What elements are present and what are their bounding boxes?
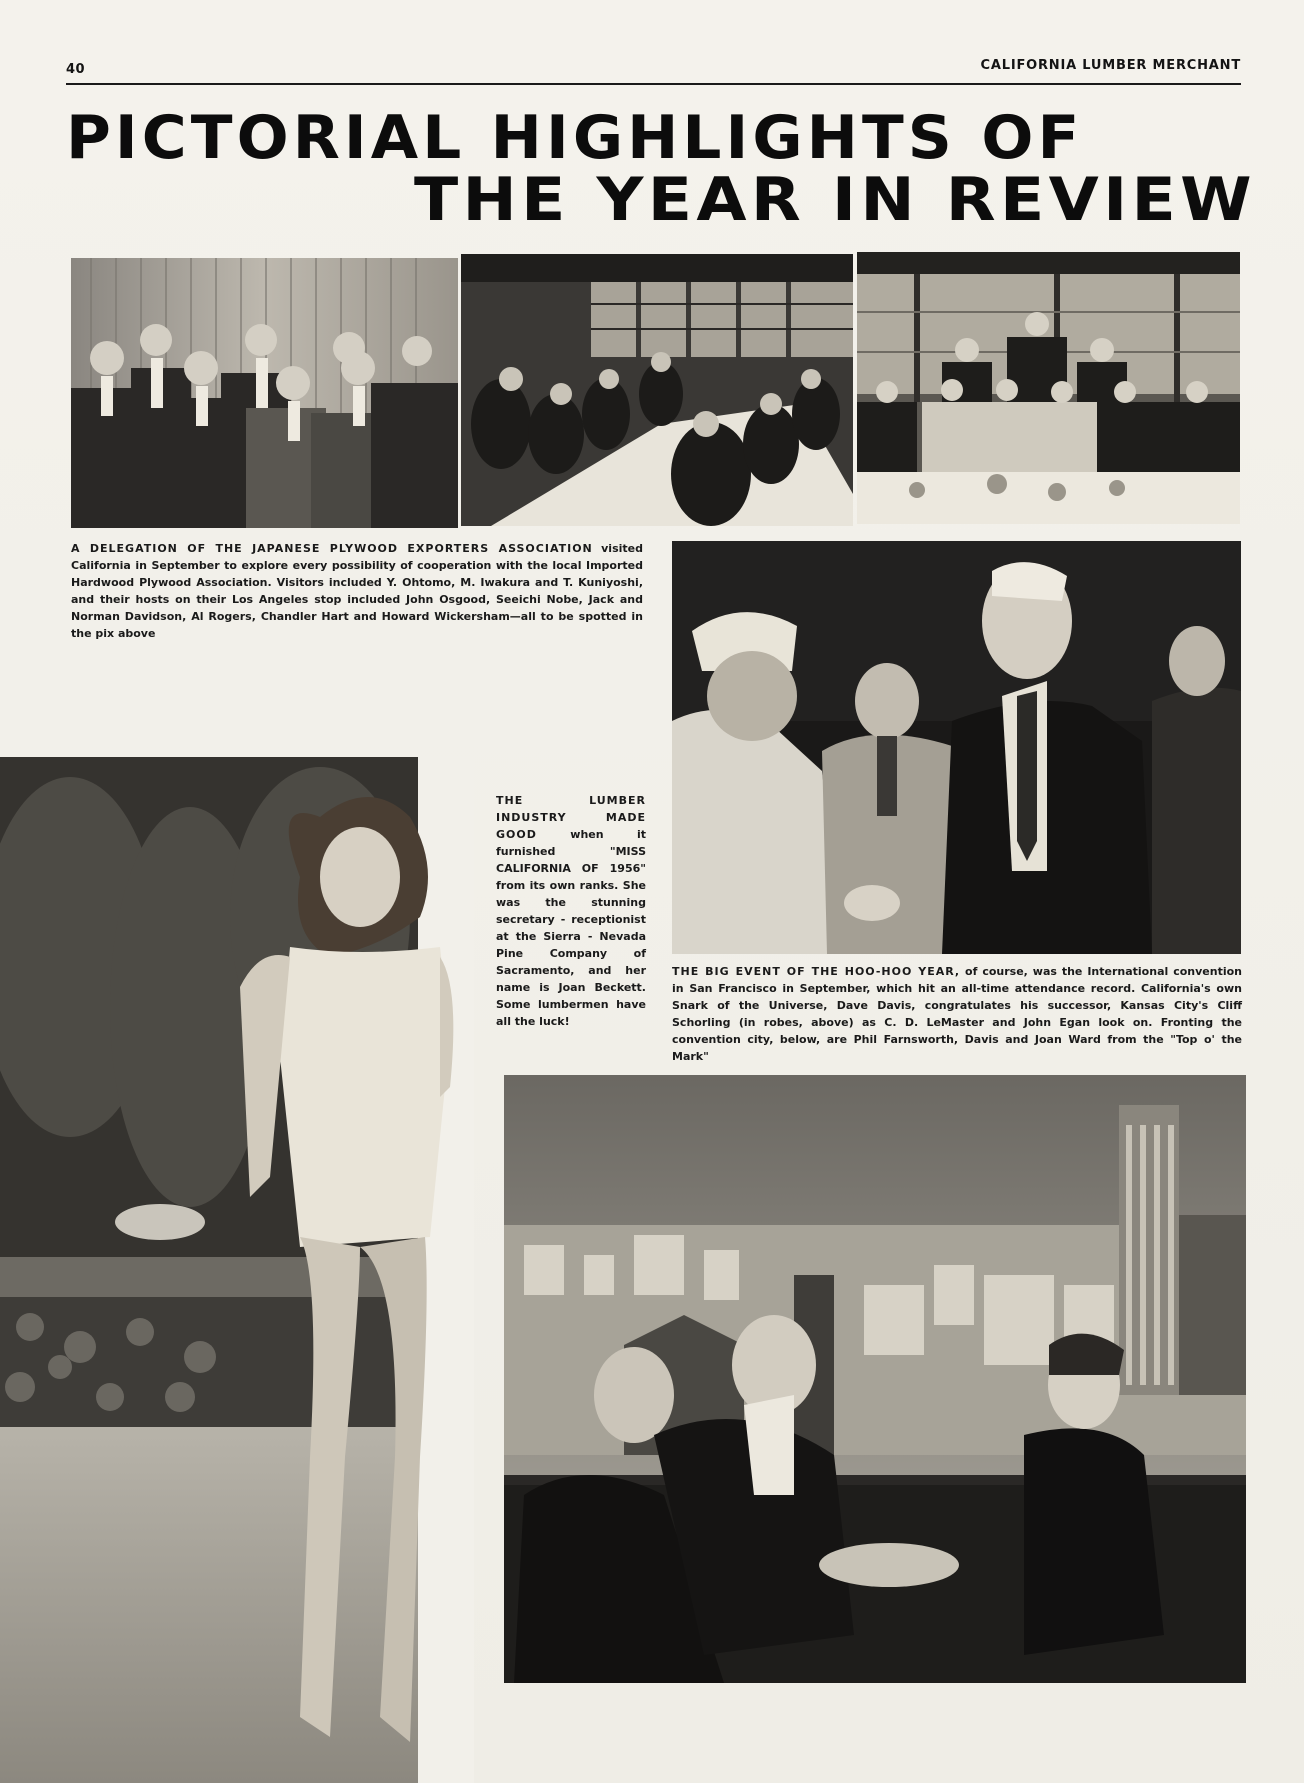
photo-hoohoo-handshake — [672, 541, 1241, 954]
headline-line-2: THE YEAR IN REVIEW — [414, 165, 1256, 235]
headline-line-1: PICTORIAL HIGHLIGHTS OF — [66, 103, 1084, 173]
caption-hoohoo-lead: THE BIG EVENT OF THE HOO-HOO YEAR, — [672, 965, 961, 978]
photo-delegation-group — [71, 258, 458, 528]
photo-banquet-hall — [461, 254, 853, 526]
caption-miss-california-body: when it furnished "MISS CALIFORNIA OF 1956" from its own ranks. She was the stunning secretary - receptionist at the Sierra - Nevada Pine Company of Sacramento, and her name is Joan Beckett. Some lumbermen have all the luck! — [496, 828, 646, 1028]
caption-delegation — [71, 540, 643, 642]
caption-delegation-lead: A DELEGATION OF THE JAPANESE PLYWOOD EXPORTERS ASSOCIATION — [71, 542, 593, 555]
caption-miss-california — [496, 792, 646, 1030]
photo-miss-california — [0, 757, 474, 1783]
publication-title: CALIFORNIA LUMBER MERCHANT — [980, 58, 1241, 73]
photo-top-of-the-mark — [504, 1075, 1246, 1683]
header-rule — [66, 83, 1241, 85]
caption-hoohoo — [672, 963, 1242, 1065]
caption-delegation-body: visited California in September to explore every possibility of cooperation with the local Imported Hardwood Plywood Association. Visitors included Y. Ohtomo, M. Iwakura and T. Kuniyoshi, and their hosts on their Los Angeles stop included John Osgood, Seeichi Nobe, Jack and Norman Davidson, Al Rogers, Chandler Hart and Howard Wickersham—all to be spotted in the pix above — [71, 542, 643, 640]
caption-miss-california-lead: THE LUMBER INDUSTRY MADE GOOD — [496, 794, 646, 841]
caption-hoohoo-body: of course, was the International convention in San Francisco in September, which hit an all-time attendance record. California's own Snark of the Universe, Dave Davis, congratulates his successor, Kansas City's Cliff Schorling (in robes, above) as C. D. LeMaster and John Egan look on. Fronting the convention city, below, are Phil Farnsworth, Davis and Joan Ward from the "Top o' the Mark" — [672, 965, 1242, 1063]
photo-head-table — [857, 252, 1240, 524]
page-number: 40 — [66, 62, 86, 77]
